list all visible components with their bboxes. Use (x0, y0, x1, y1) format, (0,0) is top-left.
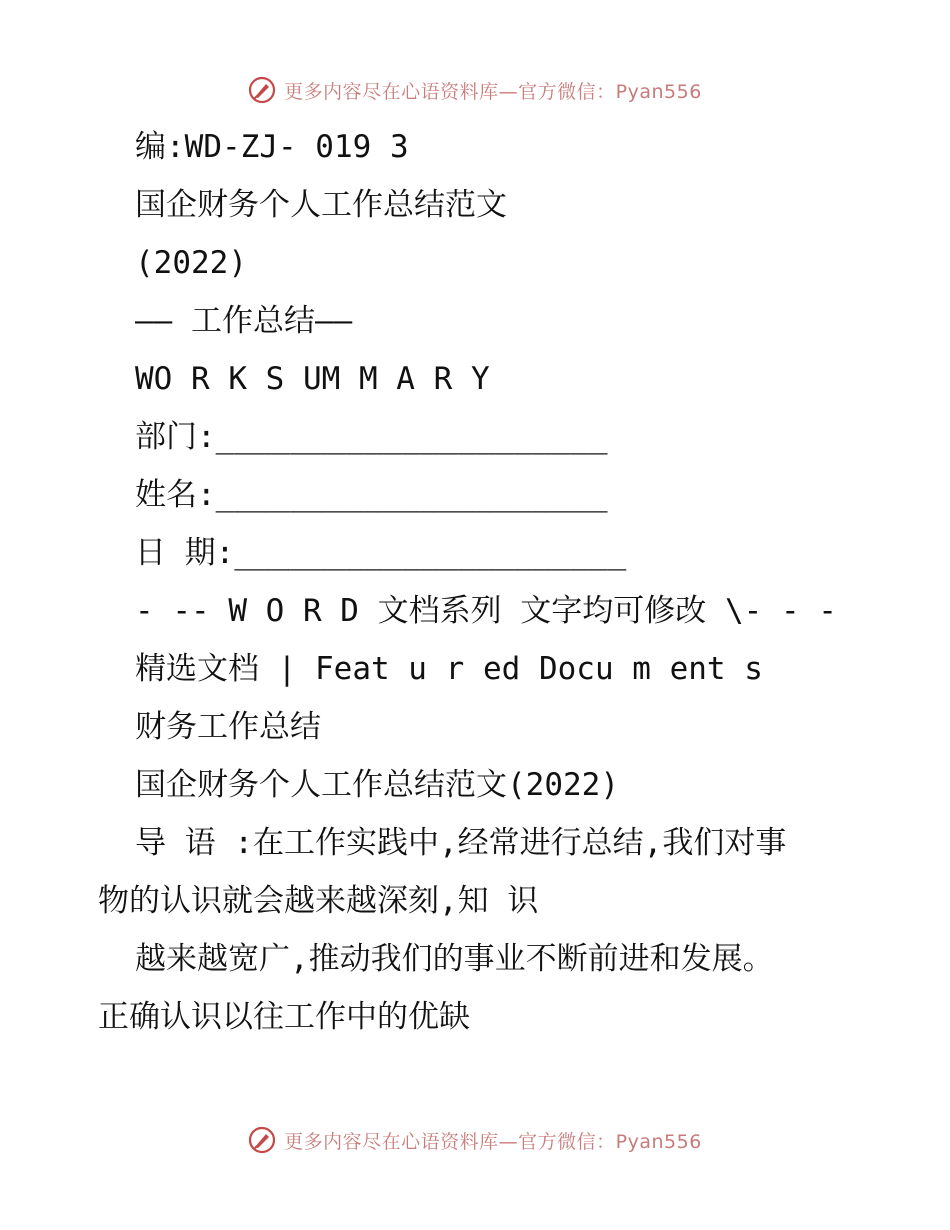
date-field: 日 期:_____________________ (135, 535, 627, 571)
doc-subtitle: —— 工作总结—— (135, 303, 353, 339)
doc-title: 国企财务个人工作总结范文 (135, 187, 507, 223)
doc-number: 编:WD-ZJ- 019 3 (135, 129, 409, 165)
department-field: 部门:_____________________ (135, 419, 608, 455)
doc-subtitle-english: WO R K S UM M A R Y (135, 361, 490, 397)
paragraph-line: 物的认识就会越来越深刻,知 识 (98, 883, 539, 919)
name-field: 姓名:_____________________ (135, 477, 608, 513)
watermark-text: 更多内容尽在心语资料库—官方微信：Pyan556 (284, 80, 702, 103)
paragraph-line: 导 语 :在工作实践中,经常进行总结,我们对事 (135, 825, 787, 861)
series-note: - -- W O R D 文档系列 文字均可修改 \- - - (135, 593, 837, 629)
paragraph-line: 越来越宽广,推动我们的事业不断前进和发展。 (135, 941, 774, 977)
watermark-text: 更多内容尽在心语资料库—官方微信：Pyan556 (284, 1130, 702, 1153)
document-body (0, 118, 950, 1046)
footer-watermark (0, 1120, 950, 1160)
doc-year: (2022) (135, 245, 247, 281)
article-title: 国企财务个人工作总结范文(2022) (135, 767, 619, 803)
header-watermark (0, 70, 950, 110)
featured-label: 精选文档 | Feat u r ed Docu m ent s (135, 651, 763, 687)
section-heading: 财务工作总结 (135, 709, 321, 745)
paragraph-line: 正确认识以往工作中的优缺 (98, 999, 470, 1035)
quill-pen-icon (248, 1126, 276, 1154)
quill-pen-icon (248, 76, 276, 104)
